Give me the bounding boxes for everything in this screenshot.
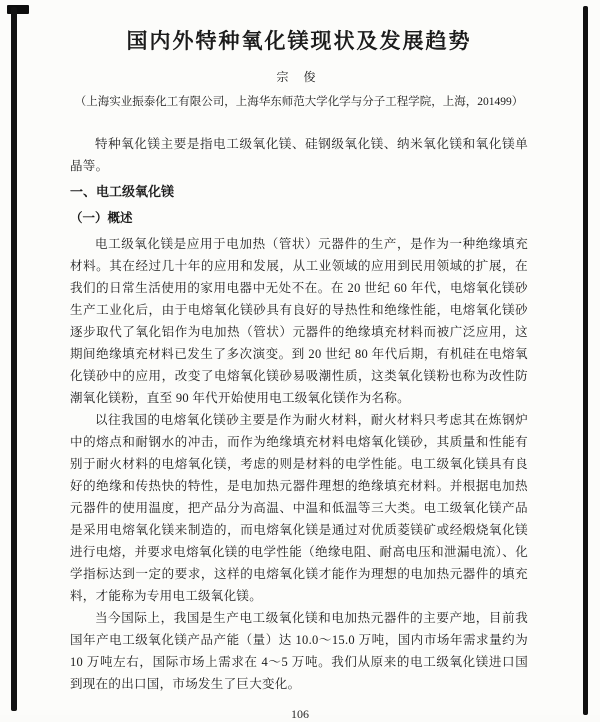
author-name: 宗 俊 (276, 70, 322, 84)
author-affiliation: （上海实业振泰化工有限公司，上海华东师范大学化学与分子工程学院，上海，201499） (74, 96, 524, 108)
body-paragraph-1: 电工级氧化镁是应用于电加热（管状）元器件的生产，是作为一种绝缘填充材料。其在经过几十年的应用和发展，从工业领域的应用到民用领域的扩展，在我们的日常生活使用的家用电器中无处不在。在 20 世纪 60 年代，电熔氧化镁砂生产工业化后，由于电熔氧化镁砂具有良好的导热性和绝缘性能，电熔氧化镁砂逐步取代了氧化铝作为电加热（管状）元器件的绝缘填充材料而被广泛应用，这期间绝缘填充材料已发生了多次演变。到 20 世纪 80 年代后期，有机硅在电熔氧化镁砂中的应用，改变了电熔氧化镁砂易吸潮性质，这类氧化镁粉也称为改性防潮氧化镁粉，直至 90 年代开始使用电工级氧化镁作为名称。 (70, 237, 528, 405)
body-paragraph-3: 当今国际上，我国是生产电工级氧化镁和电加热元器件的主要产地，目前我国年产电工级氧化镁产品产能（量）达 10.0～15.0 万吨，国内市场年需求量约为 10 万吨左右，国际市场上需求在 4～5 万吨。我们从原来的电工级氧化镁进口国到现在的出口国，市场发生了巨大变化。 (70, 611, 528, 691)
scan-edge-left (11, 7, 17, 711)
page-title: 国内外特种氧化镁现状及发展趋势 (126, 29, 472, 53)
subsection-heading: （一）概述 (70, 211, 133, 225)
section-heading: 一、电工级氧化镁 (70, 184, 175, 199)
body-paragraph-2: 以往我国的电熔氧化镁砂主要是作为耐火材料，耐火材料只考虑其在炼钢炉中的熔点和耐钢水的冲击，而作为绝缘填充材料电熔氧化镁砂，其质量和性能有别于耐火材料的电熔氧化镁，考虑的则是材料的电学性能。电工级氧化镁具有良好的绝缘和传热快的特性，是电加热元器件理想的绝缘填充材料。并根据电加热元器件的使用温度，把产品分为高温、中温和低温等三大类。电工级氧化镁产品是采用电熔氧化镁来制造的，而电熔氧化镁是通过对优质菱镁矿或经煅烧氧化镁进行电熔，并要求电熔氧化镁的电学性能（绝缘电阻、耐高电压和泄漏电流）、化学指标达到一定的要求，这样的电熔氧化镁才能作为理想的电加热元器件的填充料，才能称为专用电工级氧化镁。 (70, 413, 528, 603)
document-body (70, 26, 528, 695)
intro-paragraph: 特种氧化镁主要是指电工级氧化镁、硅钢级氧化镁、纳米氧化镁和氧化镁单晶等。 (70, 137, 528, 173)
page-number: 106 (291, 707, 309, 721)
scan-edge-right (583, 6, 588, 715)
